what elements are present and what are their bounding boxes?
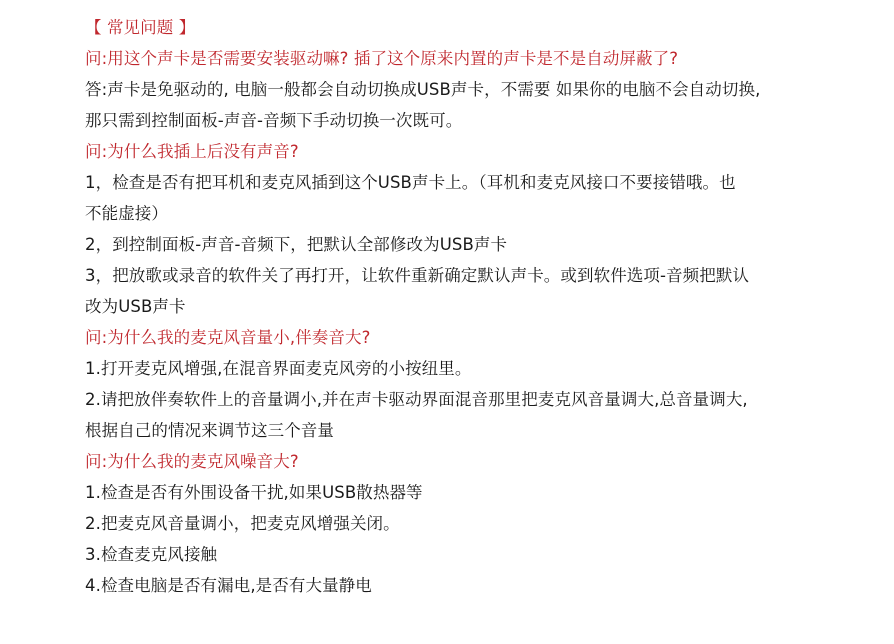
answer-4-step-1: 1.检查是否有外围设备干扰,如果USB散热器等 — [85, 483, 423, 502]
answer-2-step-2: 2，到控制面板-声音-音频下，把默认全部修改为USB声卡 — [85, 235, 508, 254]
answer-2-step-3-cont: 改为USB声卡 — [85, 297, 186, 316]
answer-3-step-2-cont: 根据自己的情况来调节这三个音量 — [85, 421, 334, 440]
answer-1-line-1: 答:声卡是免驱动的, 电脑一般都会自动切换成USB声卡，不需要 如果你的电脑不会自动切换, — [85, 80, 761, 99]
question-4: 问:为什么我的麦克风噪音大? — [85, 452, 299, 471]
question-3: 问:为什么我的麦克风音量小,伴奏音大? — [85, 328, 371, 347]
answer-4-step-3: 3.检查麦克风接触 — [85, 545, 218, 564]
answer-4-step-2: 2.把麦克风音量调小，把麦克风增强关闭。 — [85, 514, 400, 533]
answer-1-line-2: 那只需到控制面板-声音-音频下手动切换一次既可。 — [85, 111, 463, 130]
answer-2-step-3: 3，把放歌或录音的软件关了再打开，让软件重新确定默认声卡。或到软件选项-音频把默认 — [85, 266, 750, 285]
answer-2-step-1: 1，检查是否有把耳机和麦克风插到这个USB声卡上。（耳机和麦克风接口不要接错哦。也 — [85, 173, 736, 192]
question-1: 问:用这个声卡是否需要安装驱动嘛? 插了这个原来内置的声卡是不是自动屏蔽了? — [85, 49, 679, 68]
question-2: 问:为什么我插上后没有声音? — [85, 142, 299, 161]
answer-3-step-2: 2.请把放伴奏软件上的音量调小,并在声卡驱动界面混音那里把麦克风音量调大,总音量调大, — [85, 390, 748, 409]
faq-heading: 【 常见问题 】 — [85, 18, 196, 37]
answer-4-step-4: 4.检查电脑是否有漏电,是否有大量静电 — [85, 576, 372, 595]
answer-3-step-1: 1.打开麦克风增强,在混音界面麦克风旁的小按纽里。 — [85, 359, 472, 378]
answer-2-step-1-cont: 不能虚接） — [85, 204, 168, 223]
